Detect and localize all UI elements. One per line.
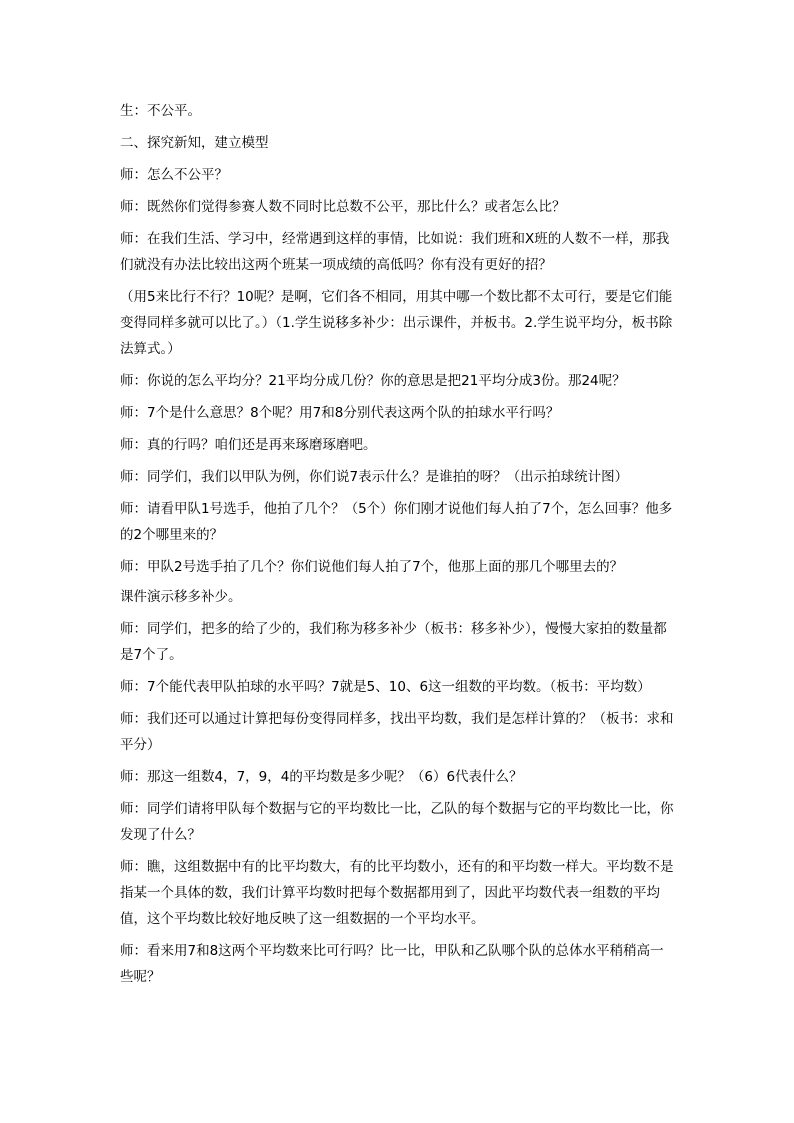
section-heading: 二、探究新知，建立模型 xyxy=(120,135,269,151)
paragraph: 师：甲队2号选手拍了几个？你们说他们每人拍了7个，他那上面的那几个哪里去的？ xyxy=(120,559,624,575)
paragraph: 师：瞧，这组数据中有的比平均数大，有的比平均数小，还有的和平均数一样大。平均数不是指某一个具体的数，我们计算平均数时把每个数据都用到了，因此平均数代表一组数的平均值，这个平均数比较好地反映了这一组数据的一个平均水平。 xyxy=(120,859,674,927)
paragraph: 师：7个能代表甲队拍球的水平吗？7就是5、10、6这一组数的平均数。（板书：平均数） xyxy=(120,679,651,695)
paragraph: （用5来比行不行？10呢？是啊，它们各不相同，用其中哪一个数比都不太可行，要是它们能变得同样多就可以比了。）（1.学生说移多补少：出示课件，并板书。2.学生说平均分，板书除法算式。） xyxy=(120,289,673,357)
paragraph: 师：那这一组数4，7，9，4的平均数是多少呢？（6）6代表什么？ xyxy=(120,769,523,785)
paragraph: 师：同学们，我们以甲队为例，你们说7表示什么？是谁拍的呀？（出示拍球统计图） xyxy=(120,469,629,485)
document-body xyxy=(120,98,676,996)
paragraph: 师：你说的怎么平均分？21平均分成几份？你的意思是把21平均分成3份。那24呢？ xyxy=(120,373,626,389)
paragraph: 师：看来用7和8这两个平均数来比可行吗？比一比，甲队和乙队哪个队的总体水平稍稍高一些呢？ xyxy=(120,943,664,985)
paragraph: 师：在我们生活、学习中，经常遇到这样的事情，比如说：我们班和X班的人数不一样，那我们就没有办法比较出这两个班某一项成绩的高低吗？你有没有更好的招？ xyxy=(120,231,670,273)
paragraph: 师：我们还可以通过计算把每份变得同样多，找出平均数，我们是怎样计算的？（板书：求和平分） xyxy=(120,711,674,753)
paragraph: 师：同学们，把多的给了少的，我们称为移多补少（板书：移多补少），慢慢大家拍的数量都是7个了。 xyxy=(120,621,667,663)
paragraph: 师：请看甲队1号选手，他拍了几个？（5个）你们刚才说他们每人拍了7个，怎么回事？他多的2个哪里来的？ xyxy=(120,501,673,543)
paragraph: 师：7个是什么意思？8个呢？用7和8分别代表这两个队的拍球水平行吗？ xyxy=(120,405,560,421)
paragraph: 课件演示移多补少。 xyxy=(120,589,242,605)
paragraph: 师：既然你们觉得参赛人数不同时比总数不公平，那比什么？或者怎么比？ xyxy=(120,199,566,215)
paragraph: 师：同学们请将甲队每个数据与它的平均数比一比，乙队的每个数据与它的平均数比一比，你发现了什么？ xyxy=(120,801,674,843)
paragraph: 生：不公平。 xyxy=(120,103,201,119)
paragraph: 师：真的行吗？咱们还是再来琢磨琢磨吧。 xyxy=(120,437,377,453)
paragraph: 师：怎么不公平？ xyxy=(120,167,228,183)
